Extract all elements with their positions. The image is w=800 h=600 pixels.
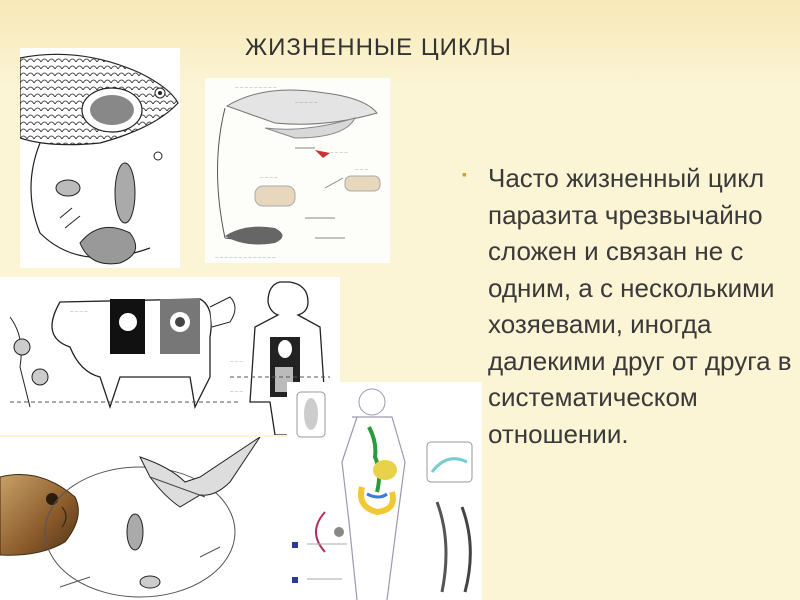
slide-title: ЖИЗНЕННЫЕ ЦИКЛЫ — [245, 34, 512, 61]
svg-text:— — — — —: — — — — — — [295, 100, 318, 104]
svg-text:— — —: — — — — [355, 167, 369, 171]
fish-bird-cycle-illustration — [0, 437, 290, 600]
human-anatomy-diagram — [287, 382, 482, 600]
svg-text:— — — —: — — — — — [70, 309, 88, 313]
bullet-icon: ▪ — [462, 166, 467, 182]
svg-text:— — — —: — — — — — [330, 150, 348, 154]
svg-text:— — — —: — — — — — [260, 175, 278, 179]
svg-text:— — — — — — — — —: — — — — — — — — — — [235, 85, 277, 89]
svg-text:— — — — — — — — — — — — —: — — — — — — — — — — — — — — [215, 255, 276, 259]
host-chain-diagram — [205, 78, 390, 263]
svg-text:— — —: — — — — [230, 389, 244, 393]
text-block — [462, 160, 792, 452]
svg-text:— — —: — — — — [230, 359, 244, 363]
bullet-text: Часто жизненный цикл паразита чрезвычайно сложен и связан не с одним, а с несколькими хозяевами, иногда далекими друг от друга в систематическом отношении. — [488, 163, 792, 449]
fish-cycle-illustration — [20, 48, 180, 268]
